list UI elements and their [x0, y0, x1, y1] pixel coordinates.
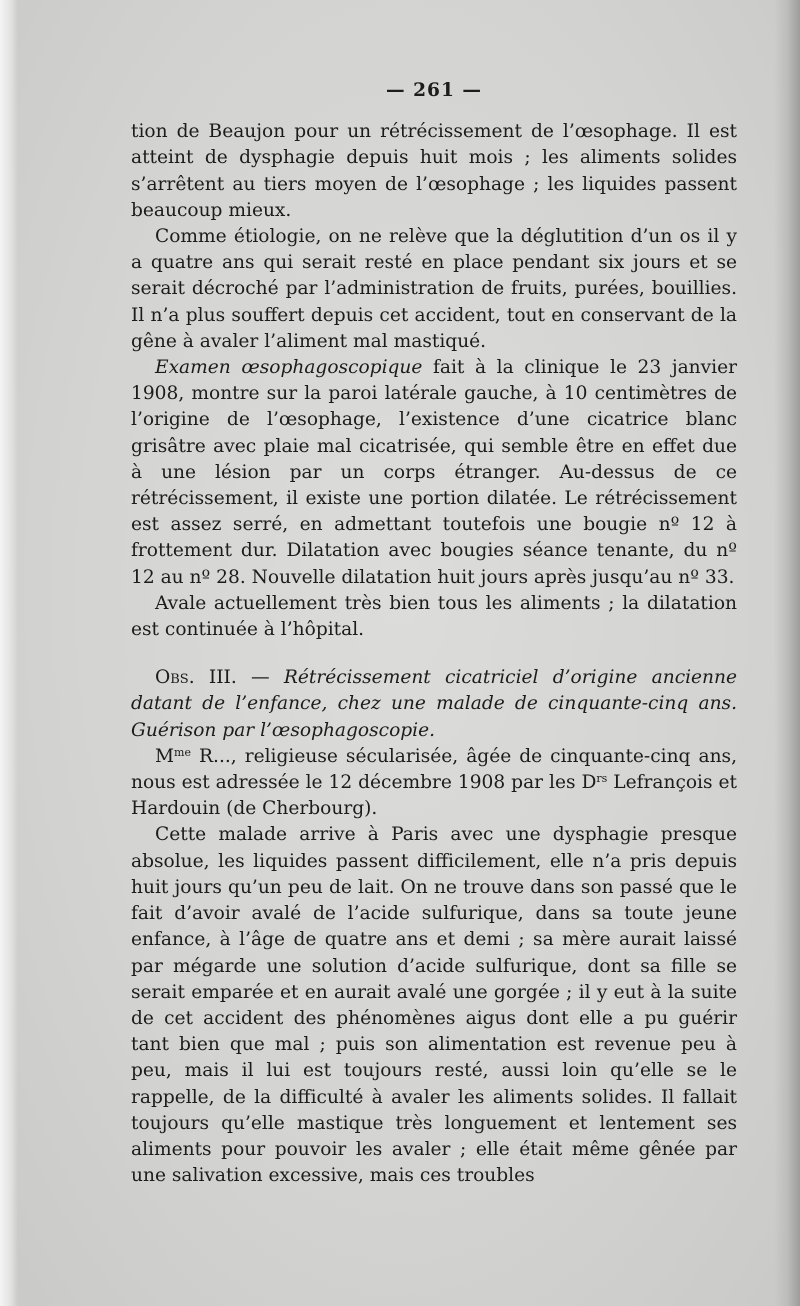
paragraph-history: Cette malade arrive à Paris avec une dysphagie presque absolue, les liquides passent difficilement, elle n’a pris depuis huit jours qu’un peu de lait. On ne trouve dans son passé que le fait d’avoir avalé de l’acide sulfurique, dans sa toute jeune enfance, à l’âge de quatre ans et demi ; sa mère aurait laissé par mégarde une solution d’acide sulfurique, dont sa fille se serait emparée et en aurait avalé une gorgée ; il y eut à la suite de cet accident des phénomènes aigus dont elle a pu guérir tant bien que mal ; puis son alimentation est revenue peu à peu, mais il lui est toujours resté, aussi loin qu’elle se le rappelle, de la difficulté à avaler les aliments solides. Il fallait toujours qu’elle mastique très longuement et lentement ses aliments pour pouvoir les avaler ; elle était même gênée par une salivation excessive, mais ces troubles — [131, 824, 737, 1187]
observation-dash: — — [236, 667, 284, 689]
patient-prefix: M — [155, 745, 175, 767]
page-left-edge — [0, 0, 18, 1306]
patient-middle: R..., religieuse sécularisée, âgée de cinquante-cinq ans, nous est adressée le 12 décembre 1908 par les D — [131, 745, 737, 794]
paragraph-continuation: tion de Beaujon pour un rétrécissement de l’œsophage. Il est atteint de dysphagie depuis huit mois ; les aliments solides s’arrêtent au tiers moyen de l’œsophage ; les liquides passent beaucoup mieux. — [131, 121, 737, 221]
exam-text: fait à la clinique le 23 janvier 1908, montre sur la paroi latérale gauche, à 10 centimètres de l’origine de l’œsophage, l’existence d’une cicatrice blanc grisâtre avec plaie mal cicatrisée, qui semble être en effet due à une lésion par un corps étranger. Au-dessus de ce rétrécissement, il existe une portion dilatée. Le rétrécissement est assez serré, en admettant toutefois une bougie nº 12 à frottement dur. Dilatation avec bougies séance tenante, du nº 12 au nº 28. Nouvelle dilatation huit jours après jusqu’au nº 33. — [131, 357, 737, 588]
patient-suffix: Lefrançois et Hardouin (de Cherbourg). — [131, 772, 737, 820]
observation-label: Obs. III. — [155, 667, 237, 689]
page-number: — 261 — — [386, 80, 482, 101]
document-page — [131, 78, 737, 1189]
observation-title: Rétrécissement cicatriciel d’origine ancienne datant de l’enfance, chez une malade de cinquante-cinq ans. Guérison par l’œsophagoscopie. — [131, 667, 738, 741]
observation-heading — [131, 665, 737, 744]
patient-middle-sup: rs — [596, 772, 608, 786]
paragraph-exam — [131, 355, 737, 591]
section-gap — [131, 643, 737, 665]
page-right-edge — [774, 0, 800, 1306]
paragraph-patient — [131, 744, 737, 823]
paragraph-etiology: Comme étiologie, on ne relève que la déglutition d’un os il y a quatre ans qui serait resté en place pendant six jours et se serait décroché par l’administration de fruits, purées, bouillies. Il n’a plus souffert depuis cet accident, tout en conservant de la gêne à avaler l’aliment mal mastiqué. — [131, 226, 737, 352]
paragraph-avale: Avale actuellement très bien tous les aliments ; la dilatation est continuée à l’hôpital. — [131, 592, 737, 641]
patient-prefix-sup: me — [174, 745, 191, 759]
exam-lead: Examen œsophagoscopique — [155, 357, 423, 379]
